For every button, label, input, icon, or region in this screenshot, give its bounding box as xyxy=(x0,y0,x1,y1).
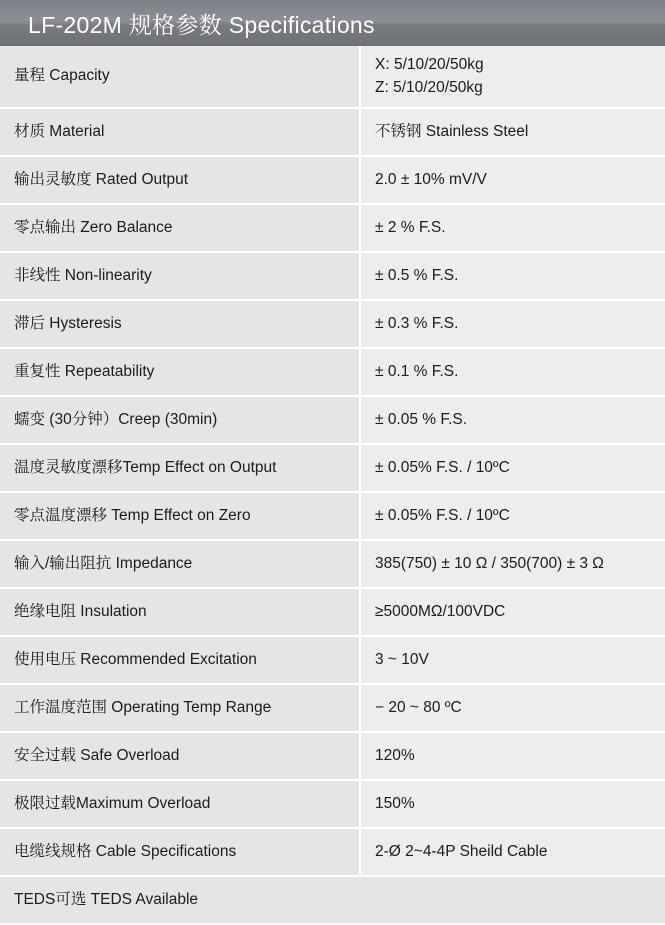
table-row xyxy=(0,540,665,588)
spec-label: 重复性 Repeatability xyxy=(0,348,360,396)
spec-label: 工作温度范围 Operating Temp Range xyxy=(0,684,360,732)
table-row xyxy=(0,300,665,348)
table-row xyxy=(0,46,665,108)
table-footer-row xyxy=(0,876,665,924)
spec-value: ± 0.5 % F.S. xyxy=(360,252,665,300)
spec-value: 150% xyxy=(360,780,665,828)
spec-value: 120% xyxy=(360,732,665,780)
spec-value: ± 2 % F.S. xyxy=(360,204,665,252)
table-row xyxy=(0,348,665,396)
spec-value: ± 0.05 % F.S. xyxy=(360,396,665,444)
table-row xyxy=(0,828,665,876)
spec-value: 2.0 ± 10% mV/V xyxy=(360,156,665,204)
table-row xyxy=(0,588,665,636)
spec-value: ± 0.1 % F.S. xyxy=(360,348,665,396)
spec-value: 不锈钢 Stainless Steel xyxy=(360,108,665,156)
sheet-title-bar xyxy=(0,0,665,46)
spec-label: 滞后 Hysteresis xyxy=(0,300,360,348)
table-row xyxy=(0,636,665,684)
specifications-table-body xyxy=(0,46,665,924)
spec-value: ± 0.05% F.S. / 10ºC xyxy=(360,492,665,540)
spec-label: 极限过载Maximum Overload xyxy=(0,780,360,828)
spec-value: − 20 ~ 80 ºC xyxy=(360,684,665,732)
spec-value: ± 0.3 % F.S. xyxy=(360,300,665,348)
table-row xyxy=(0,108,665,156)
spec-value xyxy=(360,46,665,108)
page-title: LF-202M 规格参数 Specifications xyxy=(28,11,375,38)
table-row xyxy=(0,444,665,492)
spec-label: 输出灵敏度 Rated Output xyxy=(0,156,360,204)
table-row xyxy=(0,732,665,780)
specifications-table xyxy=(0,46,665,925)
table-row xyxy=(0,492,665,540)
spec-label: 零点输出 Zero Balance xyxy=(0,204,360,252)
teds-availability-label: TEDS可选 TEDS Available xyxy=(0,876,665,924)
spec-label: 输入/输出阻抗 Impedance xyxy=(0,540,360,588)
spec-label: 使用电压 Recommended Excitation xyxy=(0,636,360,684)
spec-label: 非线性 Non-linearity xyxy=(0,252,360,300)
spec-value: 385(750) ± 10 Ω / 350(700) ± 3 Ω xyxy=(360,540,665,588)
spec-label: 安全过载 Safe Overload xyxy=(0,732,360,780)
spec-value: 2-Ø 2~4-4P Sheild Cable xyxy=(360,828,665,876)
table-row xyxy=(0,396,665,444)
spec-label: 材质 Material xyxy=(0,108,360,156)
spec-label: 量程 Capacity xyxy=(0,46,360,108)
spec-label: 零点温度漂移 Temp Effect on Zero xyxy=(0,492,360,540)
table-row xyxy=(0,204,665,252)
table-row xyxy=(0,156,665,204)
spec-value: ≥5000MΩ/100VDC xyxy=(360,588,665,636)
table-row xyxy=(0,684,665,732)
spec-value-line: Z: 5/10/20/50kg xyxy=(375,78,483,96)
spec-value-line: X: 5/10/20/50kg xyxy=(375,56,484,74)
spec-value: ± 0.05% F.S. / 10ºC xyxy=(360,444,665,492)
spec-label: 蠕变 (30分钟）Creep (30min) xyxy=(0,396,360,444)
spec-label: 绝缘电阻 Insulation xyxy=(0,588,360,636)
spec-value: 3 ~ 10V xyxy=(360,636,665,684)
spec-label: 温度灵敏度漂移Temp Effect on Output xyxy=(0,444,360,492)
spec-label: 电缆线规格 Cable Specifications xyxy=(0,828,360,876)
table-row xyxy=(0,780,665,828)
table-row xyxy=(0,252,665,300)
